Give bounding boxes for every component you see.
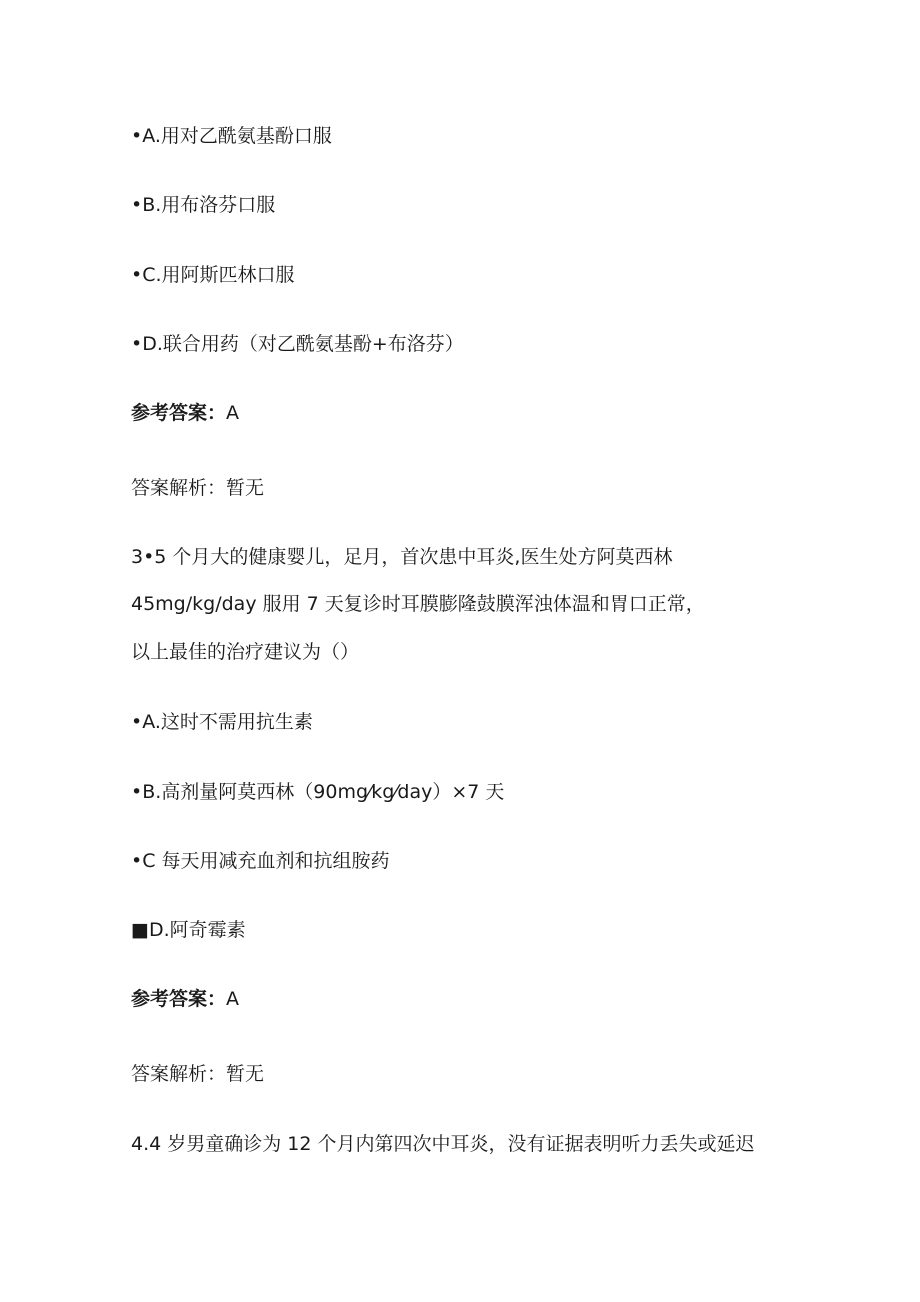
q3-option-d: ■D.阿奇霉素 xyxy=(131,919,246,941)
q3-option-a: •A.这时不需用抗生素 xyxy=(131,711,313,733)
q2-answer-value: A xyxy=(226,402,240,424)
q3-answer-value: A xyxy=(226,988,240,1010)
q2-analysis: 答案解析：暂无 xyxy=(131,477,265,499)
q3-analysis: 答案解析：暂无 xyxy=(131,1063,265,1085)
q3-stem-line-2: 45mg/kg/day 服用 7 天复诊时耳膜膨隆鼓膜浑浊体温和胃口正常， xyxy=(131,593,705,615)
q3-option-c: •C 每天用减充血剂和抗组胺药 xyxy=(131,850,390,872)
q3-stem-line-3: 以上最佳的治疗建议为（） xyxy=(131,641,360,663)
q2-option-b: •B.用布洛芬口服 xyxy=(131,194,276,216)
q3-option-b: •B.高剂量阿莫西林（90mg⁄kg⁄day）×7 天 xyxy=(131,781,505,803)
q4-stem-line-1: 4.4 岁男童确诊为 12 个月内第四次中耳炎，没有证据表明听力丢失或延迟 xyxy=(131,1133,755,1155)
q3-stem-line-1: 3•5 个月大的健康婴儿，足月，首次患中耳炎,医生处方阿莫西林 xyxy=(131,546,673,568)
q2-answer xyxy=(131,400,239,426)
q3-answer-label: 参考答案： xyxy=(131,988,227,1010)
q2-option-c: •C.用阿斯匹林口服 xyxy=(131,264,295,286)
q2-answer-label: 参考答案： xyxy=(131,402,227,424)
q2-option-a: •A.用对乙酰氨基酚口服 xyxy=(131,125,332,147)
q3-answer xyxy=(131,986,239,1012)
q2-option-d: •D.联合用药（对乙酰氨基酚+布洛芬） xyxy=(131,333,464,355)
